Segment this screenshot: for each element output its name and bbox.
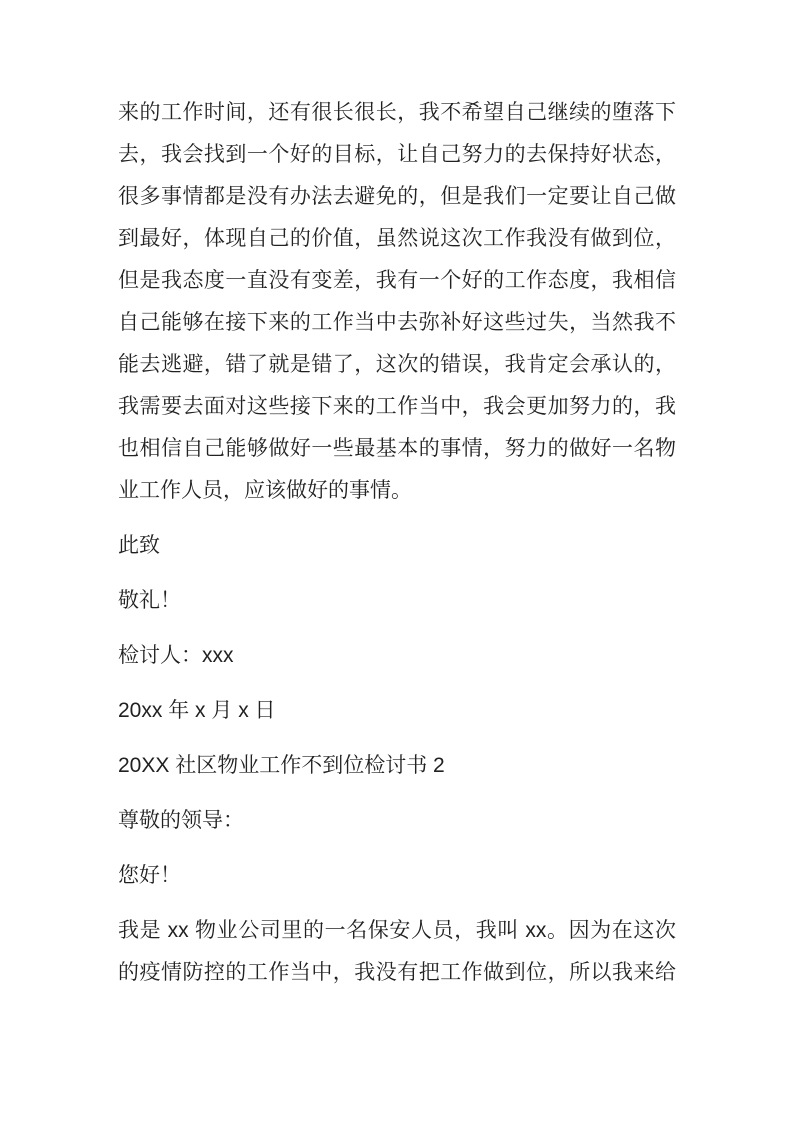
paragraph-line: 能去逃避，错了就是错了，这次的错误，我肯定会承认的，: [118, 353, 676, 376]
date-line: 20xx 年 x 月 x 日: [118, 699, 276, 722]
paragraph-line: 也相信自己能够做好一些最基本的事情，努力的做好一名物: [118, 437, 676, 460]
section-heading-line: 20XX 社区物业工作不到位检讨书 2: [118, 754, 445, 777]
closing-line: 敬礼！: [118, 589, 181, 612]
paragraph-line: 自己能够在接下来的工作当中去弥补好这些过失，当然我不: [118, 311, 676, 334]
paragraph-line: 去，我会找到一个好的目标，让自己努力的去保持好状态，: [118, 143, 676, 166]
paragraph-line: 我需要去面对这些接下来的工作当中，我会更加努力的，我: [118, 395, 676, 418]
closing-signature: [118, 635, 676, 677]
closing-date: [118, 690, 676, 732]
paragraph-line: 到最好，体现自己的价值，虽然说这次工作我没有做到位，: [118, 227, 676, 250]
greeting-line: 您好！: [118, 864, 181, 887]
closing-line: 此致: [118, 534, 160, 557]
paragraph-line: 的疫情防控的工作当中，我没有把工作做到位，所以我来给: [118, 961, 676, 984]
section2-greeting: [118, 855, 676, 897]
paragraph-line: 很多事情都是没有办法去避免的，但是我们一定要让自己做: [118, 185, 676, 208]
section2-salutation: [118, 800, 676, 842]
closing-regards-2: [118, 580, 676, 622]
paragraph-line: 我是 xx 物业公司里的一名保安人员，我叫 xx。因为在这次: [118, 919, 676, 942]
closing-regards-1: [118, 525, 676, 567]
paragraph-line: 来的工作时间，还有很长很长，我不希望自己继续的堕落下: [118, 101, 676, 124]
section2-heading: [118, 745, 676, 787]
signature-line: 检讨人：xxx: [118, 644, 234, 667]
section2-paragraph: [118, 910, 676, 994]
paragraph-line: 但是我态度一直没有变差，我有一个好的工作态度，我相信: [118, 269, 676, 292]
body-paragraph-1: [118, 92, 676, 512]
paragraph-line: 业工作人员，应该做好的事情。: [118, 479, 412, 502]
salutation-line: 尊敬的领导：: [118, 809, 244, 832]
